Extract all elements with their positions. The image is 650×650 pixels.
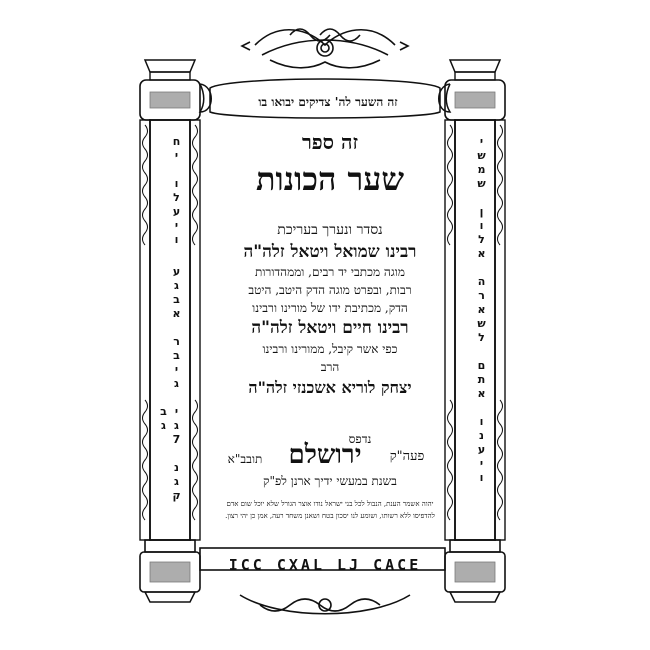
printed-label: נדפס — [348, 432, 372, 446]
body-line-2: רבינו שמואל ויטאל זלה"ה — [243, 242, 417, 262]
city-name: ירושלם — [288, 440, 362, 470]
city-suffix: תובב"א — [227, 452, 263, 466]
banner-text: זה השער לה' צדיקים יבואו בו — [258, 95, 398, 109]
body-line-9: יצחק לוריא אשכנזי זלה"ה — [248, 378, 412, 397]
body-line-8: הרב — [320, 360, 340, 374]
body-line-4: רבות, ובפרט מוגה הדק היטב, היטב — [248, 283, 412, 297]
body-line-1: נסדר ונערך בעריכת — [277, 222, 383, 238]
year-line: בשנת במעשי ידיך ארנן לפ"ק — [263, 474, 397, 488]
book-title: שער הכונות — [256, 160, 404, 198]
bottom-script-text: ICC CXAL LJ CACE — [228, 556, 422, 574]
top-flourish — [242, 29, 408, 68]
body-line-3: מוגה מכתבי יד רבים, וממהדורות — [255, 265, 405, 279]
left-column-inscription-top: ויעלו יח — [170, 135, 183, 247]
right-column-inscription: ויענו אתם לשארה אלון שמשי — [475, 135, 488, 485]
left-column-inscription-mid: גיבר אבגע — [170, 265, 183, 391]
body-line-7: כפי אשר קיבל, ממורינו ורבינו — [262, 342, 398, 356]
copyright-note-2: להדפיסו ללא רשותו, ושומע לנו יסכון בטח ושאנן משחד רעה, אמן כן יהי רצון. — [225, 512, 435, 520]
left-column-inscription-bottom: קגנ 7גי גב — [157, 405, 183, 503]
copyright-note-1: יהוה אשמר הענת, הנבול לכל בני ישראל נודו אוצר הגורל שלא יוכל שום אדם — [226, 500, 434, 508]
body-line-5: הדק, מכתיבת ידו של מורינו ורבינו — [252, 301, 408, 315]
body-line-6: רבינו חיים ויטאל זלה"ה — [251, 318, 409, 338]
holy-city-prefix: פעה"ק — [389, 449, 425, 464]
title-pre: זה ספר — [301, 130, 359, 154]
